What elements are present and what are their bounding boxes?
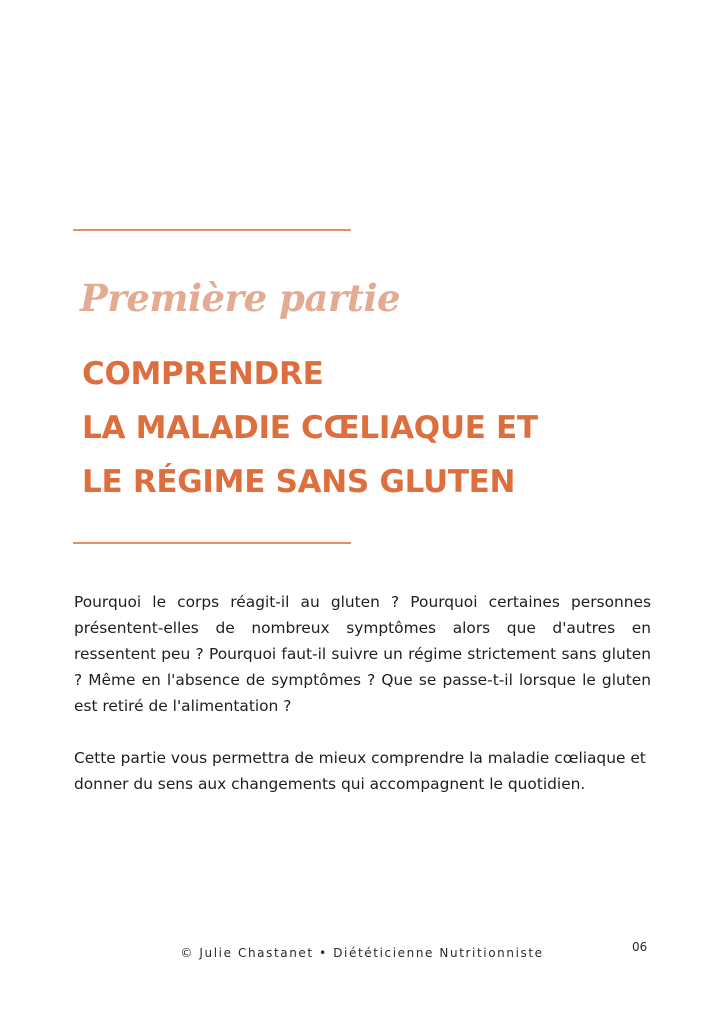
- section-title: [82, 347, 538, 509]
- title-line-2: LA MALADIE CŒLIAQUE ET: [82, 410, 538, 446]
- intro-text: [74, 589, 651, 797]
- top-divider: [73, 229, 351, 231]
- footer-credit: © Julie Chastanet • Diététicienne Nutritionniste: [180, 946, 544, 960]
- bottom-divider: [73, 542, 351, 544]
- part-label: Première partie: [80, 276, 401, 320]
- intro-paragraph-2: Cette partie vous permettra de mieux comprendre la maladie cœliaque et donner du sens aux changements qui accompagnent le quotidien.: [74, 749, 646, 793]
- page-number: 06: [632, 940, 648, 954]
- title-line-3: LE RÉGIME SANS GLUTEN: [82, 464, 516, 500]
- intro-paragraph-1: Pourquoi le corps réagit-il au gluten ? Pourquoi certaines personnes présentent-elles de nombreux symptômes alors que d'autres en ressentent peu ? Pourquoi faut-il suivre un régime strictement sans gluten ? Même en l'absence de symptômes ? Que se passe-t-il lorsque le gluten est retiré de l'alimentation ?: [74, 593, 651, 715]
- title-line-1: COMPRENDRE: [82, 356, 324, 392]
